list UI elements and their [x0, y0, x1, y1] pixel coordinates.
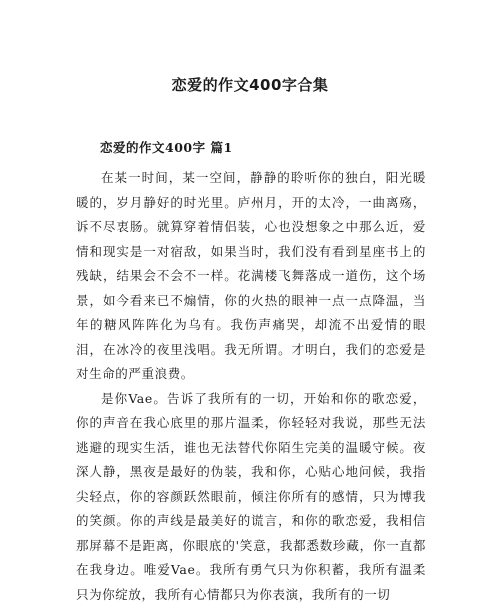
paragraph-2: 是你Vae。告诉了我所有的一切，开始和你的歌恋爱，你的声音在我心底里的那片温柔，你轻轻对我说，那些无法逃避的现实生活，谁也无法替代你陌生完美的温暖守候。夜深人静，黑夜是最好的伪装，我和你，心贴心地问候，我指尖轻点，你的容颜跃然眼前，倾注你所有的感情，只为博我的笑颜。你的声线是最美好的谎言，和你的歌恋爱，我相信那屏幕不是距离，你眼底的'笑意，我都悉数珍藏，你一直都在我身边。唯爱Vae。我所有勇气只为你积蓄，我所有温柔只为你绽放，我所有心情都只为你表演，我所有的一切 — [76, 387, 426, 607]
section-title: 恋爱的作文400字 篇1 — [100, 138, 233, 156]
document-title: 恋爱的作文400字合集 — [0, 74, 500, 95]
article-body — [76, 166, 426, 607]
paragraph-1: 在某一时间，某一空间，静静的聆听你的独白，阳光暖暖的，岁月静好的时光里。庐州月，开的太冷，一曲离殇，诉不尽衷肠。就算穿着情侣装，心也没想象之中那么近，爱情和现实是一对宿敌，如果当时，我们没有看到星座书上的残缺，结果会不会不一样。花满楼飞舞落成一道伤，这个场景，如今看来已不煽情，你的火热的眼神一点一点降温，当年的糖风阵阵化为乌有。我伤声痛哭，却流不出爱情的眼泪，在冰冷的夜里浅唱。我无所谓。才明白，我们的恋爱是对生命的严重浪费。 — [76, 166, 426, 387]
